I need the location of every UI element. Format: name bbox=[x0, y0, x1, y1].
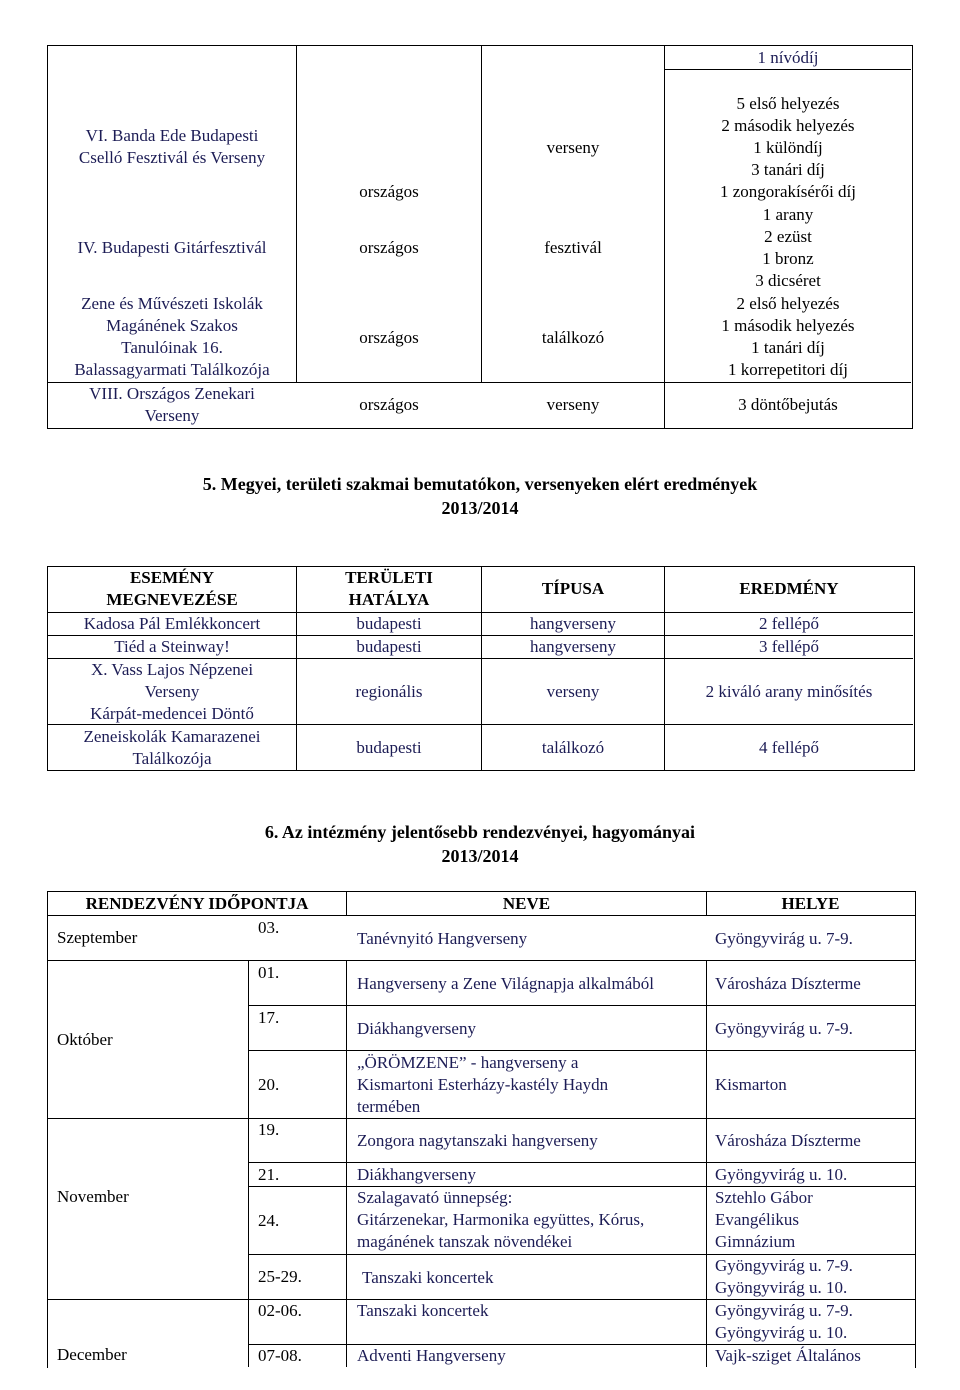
event-scope: budapesti bbox=[356, 614, 422, 633]
event-name: IV. Budapesti Gitárfesztivál bbox=[77, 238, 267, 257]
month-label: December bbox=[57, 1345, 127, 1364]
event-place: Városháza Díszterme bbox=[715, 974, 861, 993]
event-name: Szalagavató ünnepség: Gitárzenekar, Harmonika együttes, Kórus, magánének tanszak növendékei bbox=[357, 1188, 645, 1251]
event-name: Zene és Művészeti Iskolák Magánének Szakos Tanulóinak 16. Balassagyarmati Találkozója bbox=[74, 294, 270, 379]
row-divider bbox=[664, 69, 911, 70]
event-place: Gyöngyvirág u. 7-9. Gyöngyvirág u. 10. bbox=[715, 1301, 853, 1342]
event-type: verseny bbox=[546, 682, 600, 701]
event-name: Adventi Hangverseny bbox=[357, 1346, 506, 1365]
event-place: Vajk-sziget Általános bbox=[715, 1346, 861, 1365]
event-place: Gyöngyvirág u. 10. bbox=[715, 1165, 848, 1184]
event-name: Tiéd a Steinway! bbox=[114, 637, 230, 656]
event-type: fesztivál bbox=[544, 238, 602, 257]
event-result: 2 első helyezés 1 második helyezés 1 tanári díj 1 korrepetitori díj bbox=[721, 294, 855, 379]
event-name: Tanszaki koncertek bbox=[362, 1268, 494, 1287]
event-name: VI. Banda Ede Budapesti Cselló Fesztivál és Verseny bbox=[78, 126, 266, 167]
event-name: Diákhangverseny bbox=[357, 1165, 476, 1184]
event-place: Városháza Díszterme bbox=[715, 1131, 861, 1150]
row-divider bbox=[248, 1050, 915, 1051]
section-6-title: 6. Az intézmény jelentősebb rendezvényei, hagyományai bbox=[264, 822, 696, 842]
event-day: 01. bbox=[258, 963, 280, 982]
event-scope: budapesti bbox=[356, 738, 422, 757]
event-place: Gyöngyvirág u. 7-9. bbox=[715, 1019, 853, 1038]
event-day: 17. bbox=[258, 1008, 280, 1027]
event-scope: országos bbox=[359, 395, 419, 414]
event-scope: országos bbox=[359, 328, 419, 347]
event-type: verseny bbox=[546, 138, 600, 157]
row-divider bbox=[47, 1118, 915, 1119]
event-place: Gyöngyvirág u. 7-9. bbox=[715, 929, 853, 948]
top-result: 1 nívódíj bbox=[757, 48, 819, 67]
event-place: Sztehlo Gábor Evangélikus Gimnázium bbox=[715, 1188, 813, 1251]
event-day: 19. bbox=[258, 1120, 280, 1139]
event-place: Kismarton bbox=[715, 1075, 787, 1094]
event-name: Tanszaki koncertek bbox=[357, 1301, 489, 1320]
event-type: hangverseny bbox=[530, 637, 616, 656]
section-5-title: 5. Megyei, területi szakmai bemutatókon, versenyeken elért eredmények bbox=[202, 474, 758, 494]
month-label: Október bbox=[57, 1030, 113, 1049]
event-name: Diákhangverseny bbox=[357, 1019, 476, 1038]
header-date: RENDEZVÉNY IDŐPONTJA bbox=[85, 894, 309, 913]
event-name: Tanévnyitó Hangverseny bbox=[357, 929, 528, 948]
header-name: NEVE bbox=[502, 894, 551, 913]
header-place: HELYE bbox=[781, 894, 840, 913]
event-name: Hangverseny a Zene Világnapja alkalmából bbox=[357, 974, 654, 993]
event-scope: országos bbox=[359, 238, 419, 257]
month-label: Szeptember bbox=[57, 928, 138, 947]
column-divider bbox=[346, 960, 347, 1367]
header-type: TÍPUSA bbox=[541, 579, 605, 598]
header-result: EREDMÉNY bbox=[739, 579, 839, 598]
header-scope: TERÜLETI HATÁLYA bbox=[345, 568, 433, 609]
event-name: „ÖRÖMZENE” - hangverseny a Kismartoni Esterházy-kastély Haydn termében bbox=[357, 1053, 609, 1116]
event-scope: budapesti bbox=[356, 637, 422, 656]
event-result: 3 döntőbejutás bbox=[738, 395, 838, 414]
event-name: Zongora nagytanszaki hangverseny bbox=[357, 1131, 598, 1150]
event-day: 03. bbox=[258, 918, 280, 937]
event-day: 25-29. bbox=[258, 1267, 302, 1286]
event-type: találkozó bbox=[541, 738, 605, 757]
header-event-name: ESEMÉNY MEGNEVEZÉSE bbox=[106, 568, 238, 609]
header-divider bbox=[47, 915, 915, 916]
event-name: VIII. Országos Zenekari Verseny bbox=[89, 384, 255, 425]
event-type: találkozó bbox=[541, 328, 605, 347]
event-result: 2 fellépő bbox=[759, 614, 819, 633]
column-divider bbox=[706, 960, 707, 1367]
event-result: 5 első helyezés 2 második helyezés 1 különdíj 3 tanári díj 1 zongorakísérői díj bbox=[720, 94, 856, 201]
event-scope: országos bbox=[359, 182, 419, 201]
event-result: 4 fellépő bbox=[759, 738, 819, 757]
event-name: Kadosa Pál Emlékkoncert bbox=[83, 614, 261, 633]
section-5-year: 2013/2014 bbox=[441, 498, 519, 518]
event-place: Gyöngyvirág u. 7-9. Gyöngyvirág u. 10. bbox=[715, 1256, 853, 1297]
event-result: 1 arany 2 ezüst 1 bronz 3 dicséret bbox=[755, 205, 821, 290]
row-divider bbox=[47, 960, 915, 961]
month-label: November bbox=[57, 1187, 129, 1206]
event-type: verseny bbox=[546, 395, 600, 414]
event-scope: regionális bbox=[355, 682, 423, 701]
event-day: 20. bbox=[258, 1075, 280, 1094]
event-day: 07-08. bbox=[258, 1346, 302, 1365]
event-result: 2 kiváló arany minősítés bbox=[705, 682, 873, 701]
event-result: 3 fellépő bbox=[759, 637, 819, 656]
event-name: X. Vass Lajos Népzenei Verseny Kárpát-medencei Döntő bbox=[90, 660, 254, 723]
section-6-year: 2013/2014 bbox=[441, 846, 519, 866]
event-name: Zeneiskolák Kamarazenei Találkozója bbox=[83, 727, 261, 768]
event-type: hangverseny bbox=[530, 614, 616, 633]
row-divider bbox=[248, 1162, 915, 1163]
event-day: 02-06. bbox=[258, 1301, 302, 1320]
column-divider bbox=[248, 960, 249, 1367]
row-divider bbox=[248, 1005, 915, 1006]
event-day: 21. bbox=[258, 1165, 280, 1184]
event-day: 24. bbox=[258, 1211, 280, 1230]
